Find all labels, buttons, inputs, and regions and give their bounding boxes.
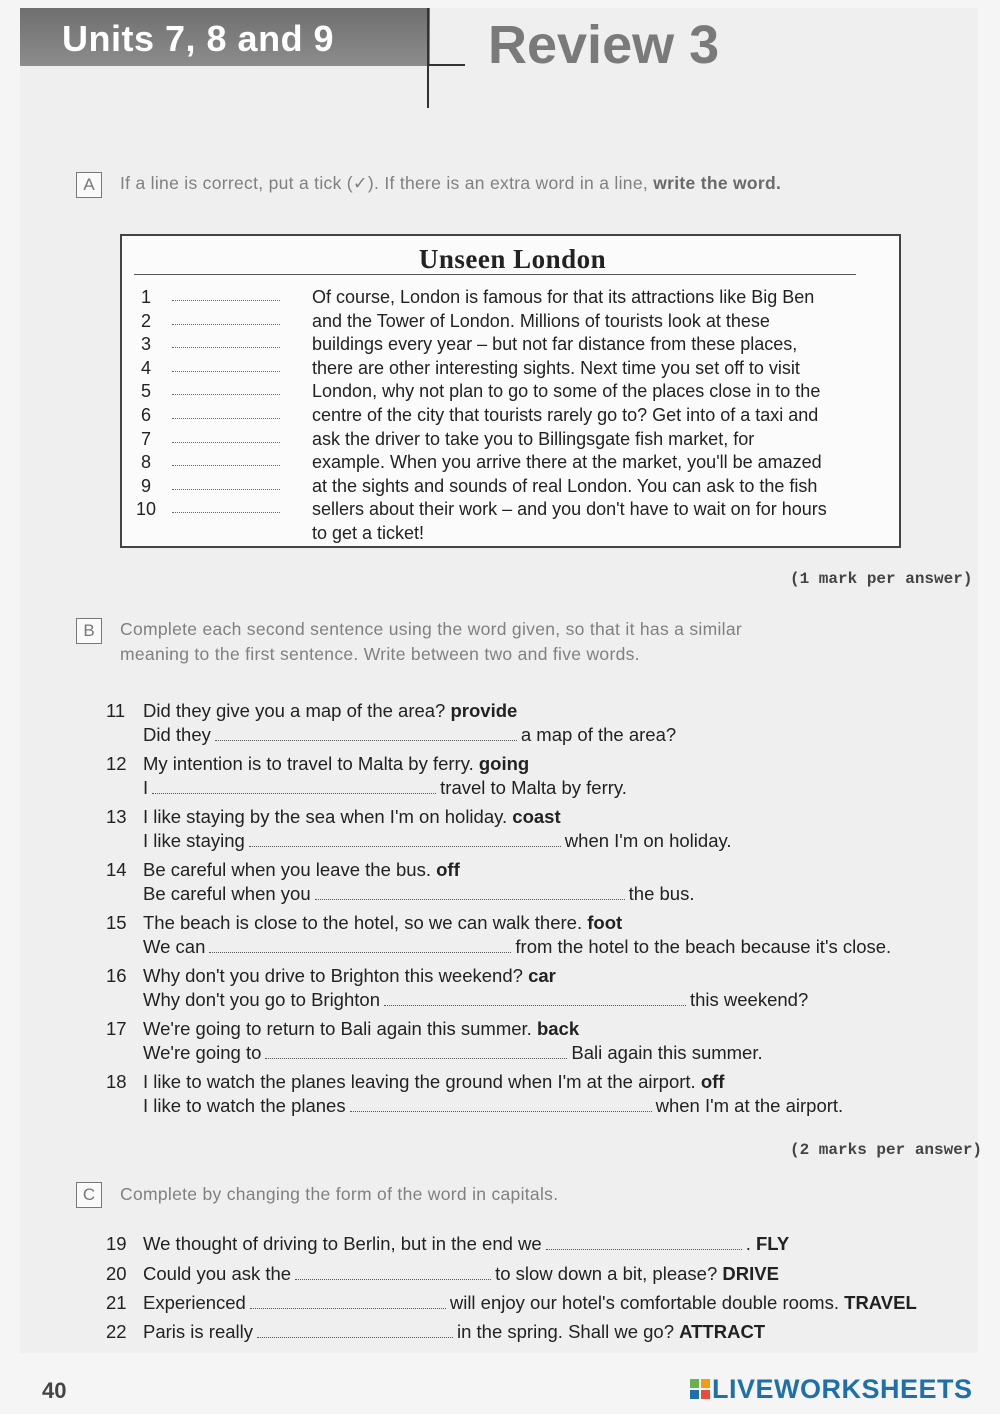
- story-line: [122, 498, 903, 522]
- answer-blank[interactable]: [546, 1236, 742, 1250]
- section-a-marks: (1 mark per answer): [790, 570, 973, 588]
- question-number: 22: [106, 1321, 127, 1342]
- question-number: 20: [106, 1263, 127, 1284]
- units-title: Units 7, 8 and 9: [62, 18, 335, 59]
- story-line-number: 4: [140, 357, 151, 378]
- keyword: back: [536, 1018, 580, 1039]
- story-title: Unseen London: [418, 244, 607, 274]
- question-item: 21 Experienced will enjoy our hotel's comfortable double rooms. TRAVEL: [106, 1292, 917, 1313]
- keyword: foot: [587, 912, 623, 933]
- answer-blank[interactable]: [172, 310, 280, 325]
- story-title-rule: [134, 274, 856, 275]
- liveworksheets-logo[interactable]: [690, 1372, 973, 1406]
- story-line: [122, 310, 903, 334]
- keyword: coast: [512, 806, 561, 827]
- question-rewrite: Did they a map of the area?: [143, 724, 677, 745]
- answer-blank[interactable]: [384, 992, 686, 1006]
- question-number: 19: [106, 1233, 127, 1254]
- story-line-text: London, why not plan to go to some of the places close in to the: [312, 381, 821, 402]
- answer-blank[interactable]: [257, 1324, 453, 1338]
- answer-blank[interactable]: [209, 939, 511, 953]
- answer-blank[interactable]: [172, 404, 280, 419]
- question-rewrite: I like to watch the planes when I'm at the airport.: [143, 1095, 844, 1116]
- answer-blank[interactable]: [295, 1266, 491, 1280]
- review-title: Review 3: [488, 15, 720, 75]
- question-item: 22 Paris is really in the spring. Shall we go? ATTRACT: [106, 1321, 766, 1342]
- keyword: provide: [450, 700, 518, 721]
- story-line-text: ask the driver to take you to Billingsgate fish market, for: [312, 428, 755, 449]
- answer-blank[interactable]: [172, 380, 280, 395]
- section-a-label: A: [76, 172, 102, 198]
- story-line: [122, 333, 903, 357]
- question-sentence: The beach is close to the hotel, so we can walk there. foot: [143, 912, 623, 933]
- keyword: off: [436, 859, 460, 880]
- question-number: 14: [106, 859, 127, 880]
- story-line-number: 9: [140, 475, 151, 496]
- answer-blank[interactable]: [350, 1098, 652, 1112]
- story-line: [122, 286, 903, 310]
- question-sentence: I like staying by the sea when I'm on holiday. coast: [143, 806, 561, 827]
- story-line: [122, 428, 903, 452]
- question-rewrite: I travel to Malta by ferry.: [143, 777, 627, 798]
- story-line-number: 8: [140, 452, 151, 473]
- keyword: DRIVE: [722, 1263, 779, 1284]
- keyword: car: [528, 965, 556, 986]
- question-number: 16: [106, 965, 127, 986]
- story-line-number: 2: [140, 310, 151, 331]
- question-sentence: Did they give you a map of the area? provide: [143, 700, 518, 721]
- story-line: [122, 380, 903, 404]
- question-number: 12: [106, 753, 127, 774]
- keyword: FLY: [755, 1233, 790, 1254]
- question-rewrite: Be careful when you the bus.: [143, 883, 695, 904]
- story-line-text: Of course, London is famous for that its attractions like Big Ben: [312, 287, 815, 307]
- liveworksheets-icon: [690, 1379, 710, 1399]
- answer-blank[interactable]: [215, 727, 517, 741]
- question-number: 17: [106, 1018, 127, 1039]
- story-line-text: sellers about their work – and you don't have to wait on for hours: [312, 499, 827, 520]
- answer-blank[interactable]: [172, 286, 280, 301]
- question-sentence: Be careful when you leave the bus. off: [143, 859, 460, 880]
- story-line-number: 6: [140, 405, 151, 425]
- question-rewrite: We're going to Bali again this summer.: [143, 1042, 763, 1063]
- question-sentence: My intention is to travel to Malta by ferry. going: [143, 753, 530, 774]
- story-line-text: at the sights and sounds of real London. You can ask to the fish: [312, 475, 818, 496]
- question-number: 13: [106, 806, 127, 827]
- story-line: [122, 404, 903, 428]
- question-rewrite: We can from the hotel to the beach because it's close.: [143, 936, 892, 957]
- question-item: 20 Could you ask the to slow down a bit, please? DRIVE: [106, 1263, 779, 1284]
- question-sentence: Why don't you drive to Brighton this weekend? car: [143, 965, 556, 986]
- question-number: 21: [106, 1292, 127, 1313]
- story-line-text: example. When you arrive there at the market, you'll be amazed: [312, 452, 822, 473]
- story-line-text: to get a ticket!: [312, 523, 425, 543]
- story-line-text: and the Tower of London. Millions of tourists look at these: [312, 310, 770, 331]
- answer-blank[interactable]: [265, 1045, 567, 1059]
- section-c-label: C: [76, 1182, 102, 1208]
- story-line-number: 10: [135, 499, 157, 520]
- answer-blank[interactable]: [172, 333, 280, 348]
- page-number: 40: [42, 1378, 67, 1403]
- answer-blank[interactable]: [250, 1295, 446, 1309]
- section-b-instruction: Complete each second sentence using the word given, so that it has a similar meaning to the first sentence. Write between two and five words.: [120, 619, 743, 664]
- answer-blank[interactable]: [172, 498, 280, 513]
- header-divider: [427, 8, 429, 108]
- story-line: [122, 475, 903, 499]
- story-line-text: buildings every year – but not far distance from these places,: [312, 334, 798, 355]
- question-sentence: We're going to return to Bali again this summer. back: [143, 1018, 580, 1039]
- question-number: 11: [106, 700, 126, 721]
- section-b-marks: (2 marks per answer): [790, 1141, 983, 1159]
- section-a-instruction: If a line is correct, put a tick (✓). If there is an extra word in a line, write the word.: [120, 173, 782, 193]
- keyword: TRAVEL: [844, 1292, 917, 1313]
- story-line: [122, 451, 903, 475]
- story-line-number: 3: [140, 334, 151, 355]
- liveworksheets-logo-text: LIVEWORKSHEETS: [712, 1373, 973, 1404]
- keyword: ATTRACT: [679, 1321, 766, 1342]
- keyword: off: [700, 1071, 725, 1092]
- story-line-number: 1: [140, 287, 151, 307]
- answer-blank[interactable]: [172, 475, 280, 490]
- answer-blank[interactable]: [172, 357, 280, 372]
- question-number: 15: [106, 912, 127, 933]
- question-sentence: I like to watch the planes leaving the ground when I'm at the airport. off: [143, 1071, 725, 1092]
- question-item: 19 We thought of driving to Berlin, but in the end we . FLY: [106, 1233, 790, 1254]
- answer-blank[interactable]: [172, 428, 280, 443]
- question-rewrite: Why don't you go to Brighton this weekend?: [143, 989, 809, 1010]
- question-rewrite: I like staying when I'm on holiday.: [143, 830, 732, 851]
- answer-blank[interactable]: [249, 833, 561, 847]
- story-line-text: centre of the city that tourists rarely go to? Get into of a taxi and: [312, 405, 819, 425]
- answer-blank[interactable]: [315, 886, 625, 900]
- section-c-instruction: Complete by changing the form of the word in capitals.: [120, 1184, 559, 1204]
- answer-blank[interactable]: [152, 780, 436, 794]
- story-box: [120, 234, 901, 548]
- question-number: 18: [106, 1071, 127, 1092]
- section-b-label: B: [76, 618, 102, 644]
- story-line-number: 7: [140, 428, 151, 449]
- story-line: [122, 522, 903, 546]
- story-line-text: there are other interesting sights. Next time you set off to visit: [312, 357, 800, 378]
- header-divider-horizontal: [427, 64, 465, 66]
- story-line-number: 5: [140, 381, 151, 402]
- keyword: going: [478, 753, 530, 774]
- answer-blank[interactable]: [172, 451, 280, 466]
- story-line: [122, 357, 903, 381]
